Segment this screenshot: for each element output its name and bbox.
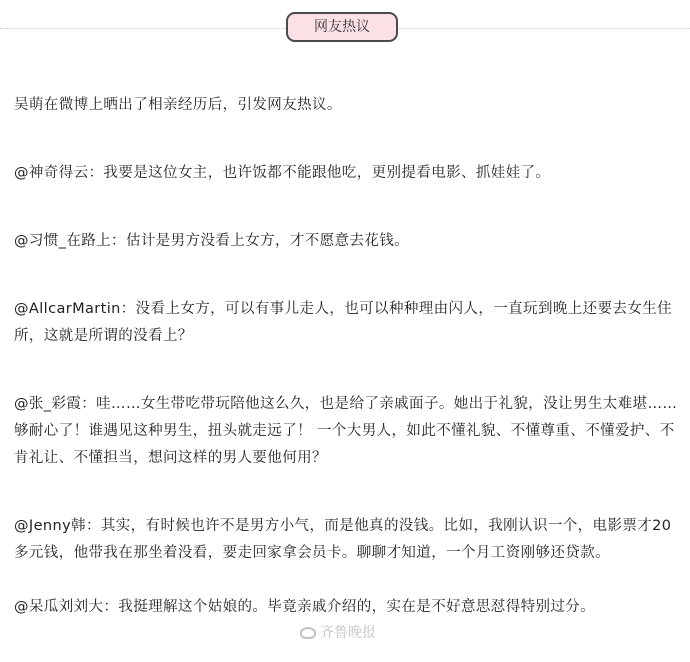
comment-paragraph: @呆瓜刘刘大：我挺理解这个姑娘的。毕竟亲戚介绍的，实在是不好意思怼得特别过分。 — [14, 599, 596, 615]
comment-paragraph: @习惯_在路上：估计是男方没看上女方，才不愿意去花钱。 — [14, 233, 410, 249]
intro-paragraph: 吴萌在微博上晒出了相亲经历后，引发网友热议。 — [14, 97, 342, 113]
comment-paragraph: @AllcarMartin：没看上女方，可以有事儿走人，也可以种种理由闪人，一直玩到晚上还要去女生住所，这就是所谓的没看上？ — [14, 301, 673, 344]
section-header — [0, 12, 690, 46]
comment-paragraph: @神奇得云：我要是这位女主，也许饭都不能跟他吃，更别提看电影、抓娃娃了。 — [14, 165, 551, 181]
comment-paragraph: @张_彩霞：哇……女生带吃带玩陪他这么久，也是给了亲戚面子。她出于礼貌，没让男生太难堪……够耐心了！谁遇见这种男生，扭头就走远了！ 一个大男人，如此不懂礼貌、不懂尊重、不懂爱护、不肯礼让、不懂担当，想问这样的男人要他何用？ — [14, 396, 678, 466]
watermark-text: 齐鲁晚报 — [320, 625, 376, 641]
article-body — [14, 92, 679, 662]
section-badge: 网友热议 — [286, 12, 398, 42]
comment-paragraph: @Jenny韩：其实，有时候也许不是男方小气，而是他真的没钱。比如，我刚认识一个，电影票才20多元钱，他带我在那坐着没看，要走回家拿会员卡。聊聊才知道，一个月工资刚够还贷款。 — [14, 518, 672, 561]
